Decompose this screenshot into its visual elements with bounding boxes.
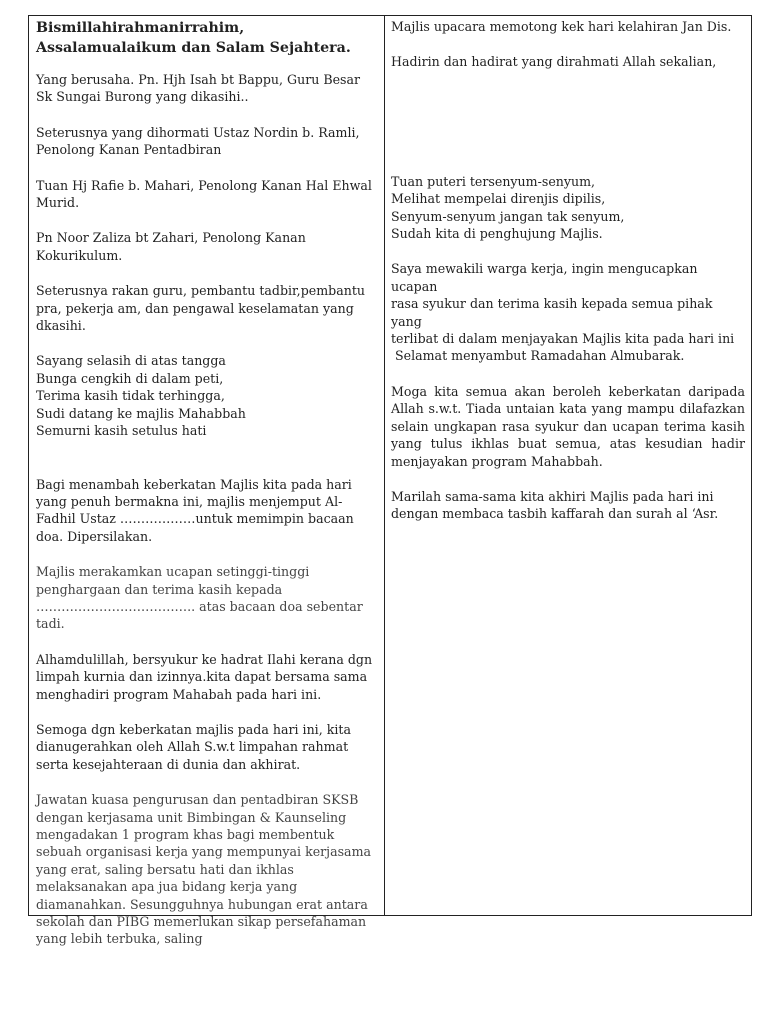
verse-line: Melihat mempelai direnjis dipilis, <box>391 191 606 207</box>
paragraph-gratitude: Alhamdulillah, bersyukur ke hadrat Ilahi kerana dgn limpah kurnia dan izinnya.kita dapat bersama sama menghadiri program Mahabah pada hari ini. <box>36 651 373 702</box>
paragraph-ending: Marilah sama-sama kita akhiri Majlis pada hari ini dengan membaca tasbih kaffarah dan surah al ‘Asr. <box>391 488 719 522</box>
paragraph-headmistress: Yang berusaha. Pn. Hjh Isah bt Bappu, Guru Besar Sk Sungai Burong yang dikasihi.. <box>36 72 361 105</box>
paragraph-audience: Hadirin dan hadirat yang dirahmati Allah sekalian, <box>391 54 717 70</box>
paragraph-prayer-invitation: Bagi menambah keberkatan Majlis kita pada hari yang penuh bermakna ini, majlis menjemput Al-Fadhil Ustaz ………………untuk memimpin bacaan doa. Dipersilakan. <box>36 476 354 544</box>
paragraph-student-affairs-deputy: Tuan Hj Rafie b. Mahari, Penolong Kanan Hal Ehwal Murid. <box>36 177 372 211</box>
verse-line: Sayang selasih di atas tangga <box>36 353 226 369</box>
verse-line: Senyum-senyum jangan tak senyum, <box>391 208 625 224</box>
verse-line: Tuan puteri tersenyum-senyum, <box>391 173 596 189</box>
text-line: terlibat di dalam menjayakan Majlis kita pada hari ini <box>391 331 735 347</box>
right-column <box>385 16 751 915</box>
paragraph-cake-cutting: Majlis upacara memotong kek hari kelahiran Jan Dis. <box>391 19 732 34</box>
paragraph-blessing-closing: Moga kita semua akan beroleh keberkatan daripada Allah s.w.t. Tiada untaian kata yang mampu dilafazkan selain ungkapan rasa syukur dan ucapan terima kasih yang tulus ikhlas buat semua, atas kesudian hadir menjayakan program Mahabbah. <box>391 383 745 469</box>
paragraph-representing-staff <box>391 260 745 364</box>
text-line: Selamat menyambut Ramadahan Almubarak. <box>391 348 685 364</box>
paragraph-colleagues: Seterusnya rakan guru, pembantu tadbir,pembantu pra, pekerja am, dan pengawal keselamatan yang dkasihi. <box>36 283 365 334</box>
opening-salutation: Bismillahirahmanirrahim, Assalamualaikum dan Salam Sejahtera. <box>36 20 351 56</box>
paragraph-committee: Jawatan kuasa pengurusan dan pentadbiran SKSB dengan kerjasama unit Bimbingan & Kaunseling mengadakan 1 program khas bagi membentuk sebuah organisasi kerja yang mempunyai kerjasama yang erat, saling bersatu hati dan ikhlas melaksanakan apa jua bidang kerja yang diamanahkan. Sesungguhnya hubungan erat antara sekolah dan PIBG memerlukan sikap persefahaman yang lebih terbuka, saling <box>36 792 372 947</box>
document-table <box>28 15 752 947</box>
text-line: Saya mewakili warga kerja, ingin mengucapkan ucapan <box>391 261 698 294</box>
verse-line: Terima kasih tidak terhingga, <box>36 388 225 404</box>
verse-line: Semurni kasih setulus hati <box>36 423 207 439</box>
left-column <box>29 16 385 947</box>
pantun-closing <box>391 173 745 243</box>
paragraph-admin-deputy: Seterusnya yang dihormati Ustaz Nordin b. Ramli, Penolong Kanan Pentadbiran <box>36 124 360 158</box>
paragraph-blessing: Semoga dgn keberkatan majlis pada hari ini, kita dianugerahkan oleh Allah S.w.t limpahan rahmat serta kesejahteraan di dunia dan akhirat. <box>36 721 351 772</box>
paragraph-prayer-thanks: Majlis merakamkan ucapan setinggi-tinggi penghargaan dan terima kasih kepada ……………………………….. atas bacaan doa sebentar tadi. <box>36 564 363 632</box>
verse-line: Sudi datang ke majlis Mahabbah <box>36 405 246 421</box>
verse-line: Bunga cengkih di dalam peti, <box>36 370 224 386</box>
pantun-welcome <box>36 352 378 439</box>
verse-line: Sudah kita di penghujung Majlis. <box>391 226 603 242</box>
paragraph-cocurriculum-deputy: Pn Noor Zaliza bt Zahari, Penolong Kanan Kokurikulum. <box>36 230 306 263</box>
text-line: rasa syukur dan terima kasih kepada semua pihak yang <box>391 296 713 329</box>
